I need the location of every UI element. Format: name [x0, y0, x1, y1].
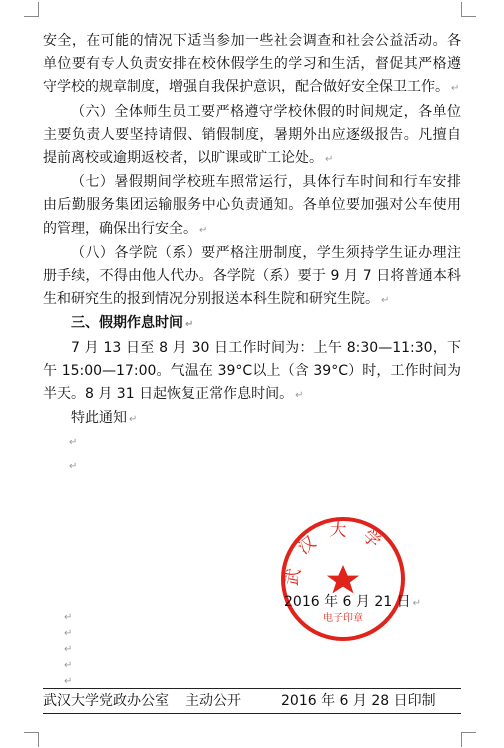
official-seal: [279, 515, 407, 643]
page-corner-mark: [461, 732, 476, 747]
document-body: [43, 30, 461, 478]
empty-paragraph-group: [64, 610, 72, 690]
paragraph-mark-icon: ↵: [185, 319, 194, 331]
paragraph-mark-icon: ↵: [325, 154, 334, 166]
paragraph-mark-icon: ↵: [129, 414, 138, 426]
paragraph-schedule: 7 月 13 日至 8 月 30 日工作时间为：上午 8:30—11:30，下午 15:00—17:00。气温在 39°C以上（含 39°C）时，工作时间为半天。8 月 31 日起恢复正常作息时间。 ↵: [43, 339, 461, 403]
paragraph-registration: （八）各学院（系）要严格注册制度，学生须持学生证办理注册手续，不得由他人代办。各学院（系）要于 9 月 7 日将普通本科生和研究生的报到情况分别报送本科生院和研究生院。 ↵: [43, 244, 461, 308]
paragraph-closing: 特此通知 ↵: [71, 410, 138, 427]
footer-disclosure: 主动公开: [185, 693, 241, 709]
empty-paragraph: ↵: [69, 460, 78, 472]
paragraph-safety: 安全，在可能的情况下适当参加一些社会调查和社会公益活动。各单位要有专人负责安排在校休假学生的学习和生活，督促其严格遵守学校的规章制度，增强自我保护意识，配合做好安全保卫工作。 ↵: [43, 33, 461, 96]
footer-office: 武汉大学党政办公室: [43, 693, 169, 709]
page-corner-mark: [24, 2, 39, 17]
page-corner-mark: [24, 732, 39, 747]
paragraph-mark-icon: ↵: [295, 390, 304, 402]
paragraph-mark-icon: ↵: [64, 676, 73, 687]
paragraph-mark-icon: ↵: [64, 660, 73, 671]
document-footer: [43, 688, 461, 714]
paragraph-mark-icon: ↵: [64, 612, 73, 623]
seal-bottom-text: 电子印章: [323, 613, 363, 624]
paragraph-mark-icon: ↵: [64, 628, 73, 639]
signature-date: 2016 年 6 月 21 日 ↵: [284, 594, 421, 610]
paragraph-mark-icon: ↵: [64, 644, 73, 655]
paragraph-leave-rules: （六）全体师生员工要严格遵守学校休假的时间规定，各单位主要负责人要坚持请假、销假制度，暑期外出应逐级报告。凡擅自提前离校或逾期返校者，以旷课或旷工论处。 ↵: [43, 103, 461, 167]
page-corner-mark: [461, 2, 476, 17]
paragraph-mark-icon: ↵: [412, 598, 421, 609]
footer-print-date: 2016 年 6 月 28 日印制: [281, 693, 436, 709]
paragraph-shuttle-bus: （七）暑假期间学校班车照常运行，具体行车时间和行车安排由后勤服务集团运输服务中心负责通知。各单位要加强对公车使用的管理，确保出行安全。 ↵: [43, 174, 461, 237]
seal-star-icon: [327, 565, 359, 593]
section-heading: 三、假期作息时间 ↵: [71, 315, 194, 332]
empty-paragraph: ↵: [69, 437, 78, 449]
paragraph-mark-icon: ↵: [451, 83, 460, 95]
paragraph-mark-icon: ↵: [381, 295, 390, 307]
seal-org-text: 武汉大学: [282, 520, 395, 588]
paragraph-mark-icon: ↵: [199, 224, 208, 236]
